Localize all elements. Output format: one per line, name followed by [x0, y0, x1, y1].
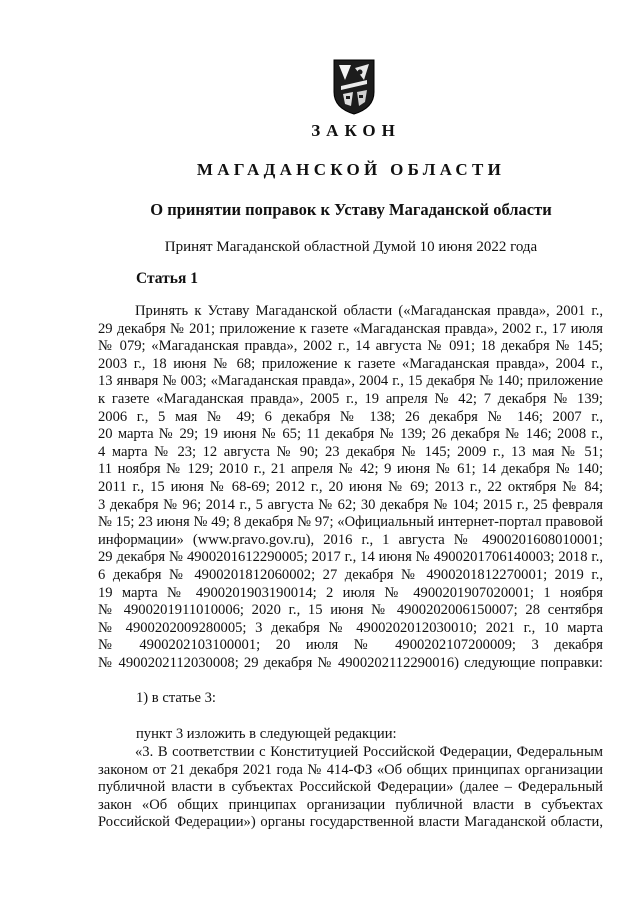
quote-line: «3. В соответствии с Конституцией Российской Федерации, Федеральным: [135, 744, 603, 760]
quote-line: Российской Федерации») органы государственной власти Магаданской области,: [98, 814, 603, 831]
law-subject: О принятии поправок к Уставу Магаданской области: [150, 200, 552, 219]
paragraph-line: 29 декабря № 4900201612290005; 2017 г., 14 июня № 4900201706140003; 2018 г.,: [98, 549, 603, 566]
region-title: МАГАДАНСКОЙ ОБЛАСТИ: [196, 160, 506, 179]
paragraph-line: 2003 г., 18 июня № 68; приложение к газете «Магаданская правда», 2004 г.,: [98, 355, 603, 372]
paragraph-line: 2006 г., 5 мая № 49; 6 декабря № 138; 26 декабря № 146; 2007 г.,: [98, 408, 603, 425]
paragraph-line: № 15; 23 июня № 49; 8 декабря № 97; «Официальный интернет-портал правовой: [98, 514, 603, 531]
paragraph-line: 6 декабря № 4900201812060002; 27 декабря № 4900201812270001; 2019 г.,: [98, 566, 603, 583]
paragraph-line: № 079; «Магаданская правда», 2002 г., 14 августа № 091; 18 декабря № 145;: [98, 338, 603, 355]
item-1: 1) в статье 3:: [136, 690, 216, 706]
paragraph-line: № 4900201911010006; 2020 г., 15 июня № 4900202006150007; 28 сентября: [98, 602, 603, 619]
paragraph-line: Принять к Уставу Магаданской области («Магаданская правда», 2001 г.,: [135, 303, 603, 319]
paragraph-line: 2011 г., 15 июня № 68-69; 2012 г., 20 июня № 69; 2013 г., 22 октября № 84;: [98, 478, 603, 495]
paragraph-line: 4 марта № 23; 12 августа № 90; 23 декабря № 145; 2009 г., 13 мая № 51;: [98, 443, 603, 460]
paragraph-line: к газете «Магаданская правда», 2005 г., 19 апреля № 42; 7 декабря № 139;: [98, 390, 603, 407]
paragraph-line: 20 марта № 29; 19 июня № 65; 11 декабря № 139; 26 декабря № 146; 2008 г.,: [98, 426, 603, 443]
paragraph-line: 29 декабря № 201; приложение к газете «Магаданская правда», 2002 г., 17 июля: [98, 320, 603, 337]
paragraph-line: 11 ноября № 129; 2010 г., 21 апреля № 42; 9 июня № 61; 14 декабря № 140;: [98, 461, 603, 478]
paragraph-line: № 4900202112030008; 29 декабря № 4900202112290016) следующие поправки:: [98, 654, 603, 671]
coat-of-arms-icon: [331, 58, 377, 116]
adoption-note: Принят Магаданской областной Думой 10 июня 2022 года: [164, 239, 538, 255]
article-heading: Статья 1: [136, 270, 198, 287]
paragraph-line: № 4900202103100001; 20 июля № 4900202107200009; 3 декабря: [98, 637, 603, 654]
quote-line: закон «Об общих принципах организации публичной власти в субъектах: [98, 796, 603, 813]
paragraph-line: № 4900202009280005; 3 декабря № 4900202012030010; 2021 г., 10 марта: [98, 619, 603, 636]
law-title: ЗАКОН: [311, 121, 401, 140]
paragraph-line: 3 декабря № 96; 2014 г., 5 августа № 62; 30 декабря № 104; 2015 г., 25 февраля: [98, 496, 603, 513]
point-intro: пункт 3 изложить в следующей редакции:: [136, 726, 397, 742]
paragraph-line: информации» (www.pravo.gov.ru), 2016 г., 1 августа № 4900201608010001;: [98, 531, 603, 548]
paragraph-line: 19 марта № 4900201903190014; 2 июля № 4900201907020001; 1 ноября: [98, 584, 603, 601]
article-paragraph: [98, 303, 603, 672]
quote-line: законом от 21 декабря 2021 года № 414-ФЗ «Об общих принципах организации: [98, 761, 603, 778]
paragraph-line: 13 января № 003; «Магаданская правда», 2004 г., 15 декабря № 140; приложение: [98, 373, 603, 390]
quoted-text: [98, 744, 603, 832]
quote-line: публичной власти в субъектах Российской Федерации» (далее – Федеральный: [98, 779, 603, 796]
